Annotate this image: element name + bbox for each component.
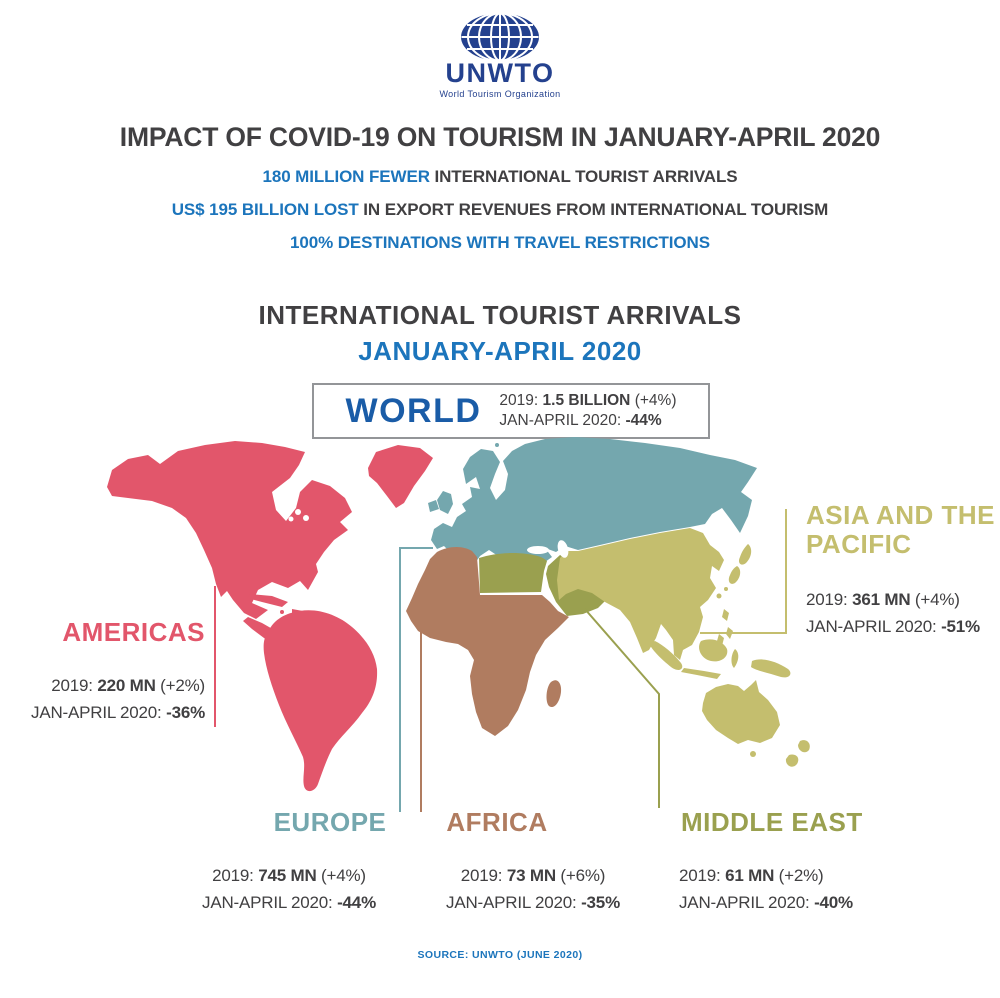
logo-wordmark: UNWTO — [445, 58, 555, 88]
americas-2020-line: JAN-APRIL 2020: -36% — [31, 703, 205, 722]
region-stats-asia-pacific — [806, 586, 1000, 640]
section-title: INTERNATIONAL TOURIST ARRIVALS — [258, 300, 742, 330]
region-stats-africa — [383, 862, 683, 916]
region-stats-middle-east — [679, 862, 929, 916]
region-label-asia-pacific: ASIA AND THE PACIFIC — [806, 500, 995, 559]
europe-2019-line: 2019: 745 MN (+4%) — [212, 866, 366, 885]
region-label-africa: AFRICA — [446, 807, 548, 837]
region-label-americas: AMERICAS — [62, 617, 205, 647]
middle-east-2020-line: JAN-APRIL 2020: -40% — [679, 893, 853, 912]
region-label-europe: EUROPE — [273, 807, 387, 837]
fact-revenues-highlight: US$ 195 BILLION LOST — [171, 200, 359, 219]
americas-2019-line: 2019: 220 MN (+2%) — [51, 676, 205, 695]
page-title: IMPACT OF COVID-19 ON TOURISM IN JANUARY-APRIL 2020 — [119, 122, 881, 152]
middle-east-2019-line: 2019: 61 MN (+2%) — [679, 866, 824, 885]
fact-revenues-rest: IN EXPORT REVENUES FROM INTERNATIONAL TOURISM — [358, 200, 829, 219]
africa-2020-line: JAN-APRIL 2020: -35% — [446, 893, 620, 912]
asia-2020-line: JAN-APRIL 2020: -51% — [806, 617, 980, 636]
fact-restrictions-highlight: 100% DESTINATIONS WITH TRAVEL RESTRICTIONS — [290, 233, 710, 252]
europe-2020-line: JAN-APRIL 2020: -44% — [202, 893, 376, 912]
africa-2019-line: 2019: 73 MN (+6%) — [460, 866, 606, 885]
asia-2019-line: 2019: 361 MN (+4%) — [806, 590, 960, 609]
region-label-middle-east: MIDDLE EAST — [681, 807, 863, 837]
fact-arrivals-rest: INTERNATIONAL TOURIST ARRIVALS — [429, 167, 738, 186]
world-2019-line: 2019: 1.5 BILLION (+4%) — [499, 392, 677, 409]
fact-arrivals-highlight: 180 MILLION FEWER — [262, 167, 430, 186]
world-2020-line: JAN-APRIL 2020: -44% — [499, 412, 662, 429]
region-stats-americas — [0, 672, 205, 726]
world-label: WORLD — [345, 391, 482, 430]
logo-tagline: World Tourism Organization — [439, 89, 561, 99]
section-subtitle: JANUARY-APRIL 2020 — [358, 336, 642, 366]
map-region-asia-pacific — [557, 528, 810, 767]
source-credit: SOURCE: UNWTO (JUNE 2020) — [417, 949, 583, 961]
asia-leader-line — [700, 509, 786, 633]
